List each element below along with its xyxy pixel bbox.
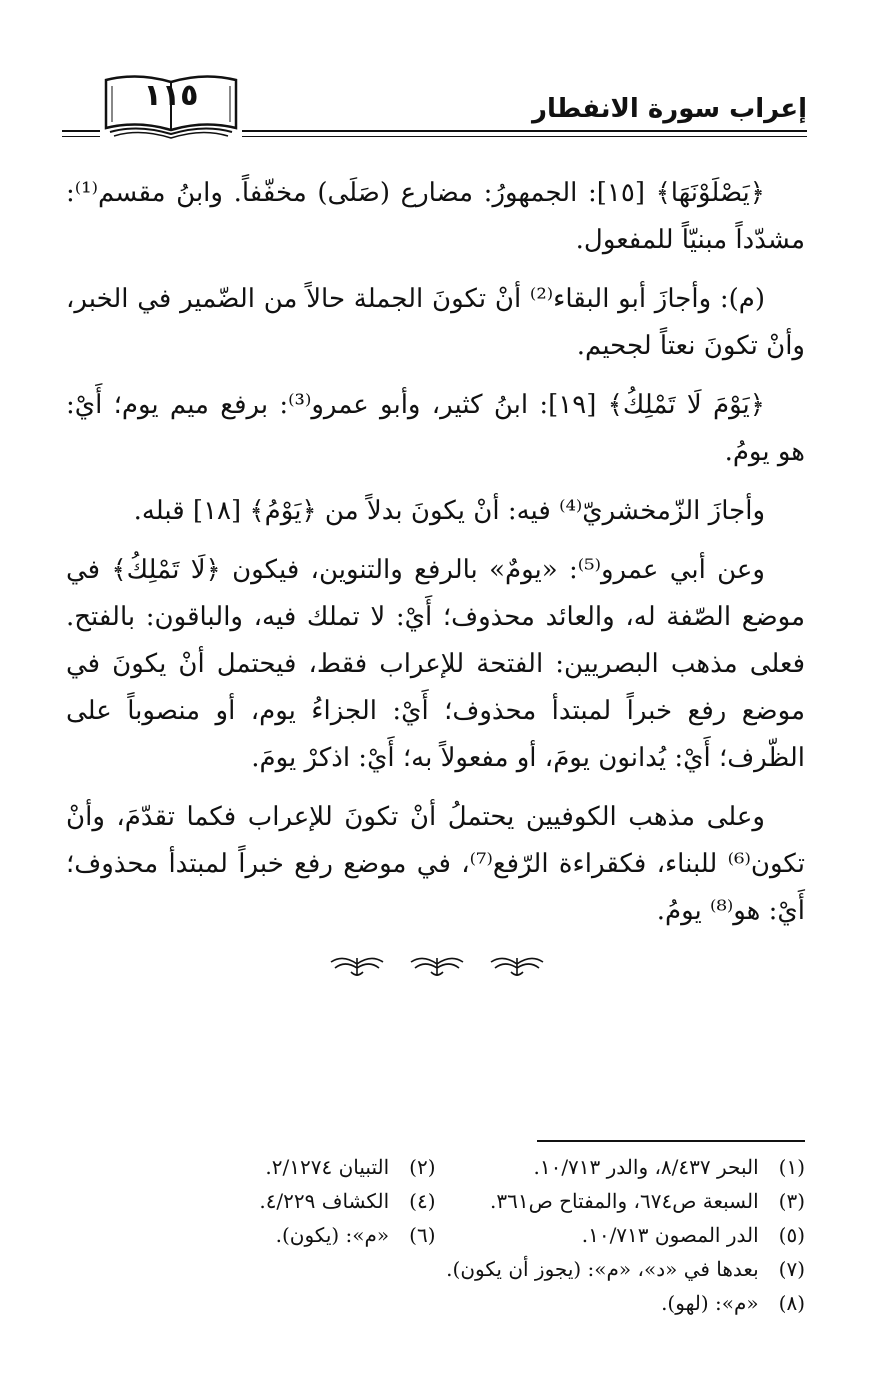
page-number: ١١٥ — [143, 78, 199, 113]
footnote-number: (٦) — [409, 1223, 436, 1247]
footnote — [436, 1184, 806, 1218]
paragraph-4: وأجازَ الزّمخشريّ⁽⁴⁾ فيه: أنْ يكونَ بدلاً من ﴿يَوْمُ﴾ [١٨] قبله. — [133, 496, 765, 526]
footnote — [66, 1150, 436, 1184]
footnote-text: البحر ٨/٤٣٧، والدر ١٠/٧١٣. — [533, 1155, 759, 1179]
footnote-number: (٢) — [409, 1155, 436, 1179]
paragraph-2: (م): وأجازَ أبو البقاء⁽²⁾ أنْ تكونَ الجملة حالاً من الضّمير في الخبر، وأنْ تكونَ نعتاً لجحيم. — [66, 284, 805, 361]
paragraph-6: وعلى مذهب الكوفيين يحتملُ أنْ تكونَ للإعراب فكما تقدّمَ، وأنْ تكون⁽⁶⁾ للبناء، فكقراءة الرّفع⁽⁷⁾، في موضع رفع خبراً لمبتدأ محذوف؛ أَيْ: هو⁽⁸⁾ يومُ. — [66, 802, 805, 926]
footnote-row — [66, 1184, 805, 1218]
footnote — [436, 1252, 806, 1286]
footnote-number: (١) — [778, 1155, 805, 1179]
ornament-icon — [489, 950, 545, 980]
open-book-icon — [100, 70, 242, 140]
footnote-row — [66, 1252, 805, 1286]
footnote-number: (٥) — [778, 1223, 805, 1247]
footnote-text: التبيان ٢/١٢٧٤. — [265, 1155, 390, 1179]
paragraph-3: ﴿يَوْمَ لَا تَمْلِكُ﴾ [١٩]: ابنُ كثير، وأبو عمرو⁽³⁾: برفع ميم يوم؛ أَيْ: هو يومُ. — [66, 390, 805, 467]
footnote — [436, 1150, 806, 1184]
footnote-number: (٧) — [778, 1257, 805, 1281]
footnote-row — [66, 1150, 805, 1184]
footnote — [66, 1184, 436, 1218]
footnote-number: (٤) — [409, 1189, 436, 1213]
section-end-ornament — [0, 950, 873, 990]
ornament-icon — [329, 950, 385, 980]
page-header — [62, 70, 807, 140]
footnote-text: الكشاف ٤/٢٢٩. — [259, 1189, 390, 1213]
paragraph-1: ﴿يَصْلَوْنَهَا﴾ [١٥]: الجمهورُ: مضارع (صَلَى) مخفّفاً. وابنُ مقسم⁽¹⁾: مشدّداً مبنيّاً للمفعول. — [66, 178, 805, 255]
footnote-rule — [537, 1140, 805, 1142]
footnote — [436, 1218, 806, 1252]
footnote-text: «م»: (يكون). — [275, 1223, 390, 1247]
main-text — [66, 170, 805, 947]
footnote-text: السبعة ص٦٧٤، والمفتاح ص٣٦١. — [489, 1189, 759, 1213]
ornament-icon — [409, 950, 465, 980]
footnotes — [66, 1150, 805, 1320]
footnote-row — [66, 1218, 805, 1252]
footnote-number: (٨) — [778, 1291, 805, 1315]
footnote-number: (٣) — [778, 1189, 805, 1213]
footnote — [66, 1218, 436, 1252]
footnote-text: بعدها في «د»، «م»: (يجوز أن يكون). — [446, 1257, 759, 1281]
footnote-text: الدر المصون ١٠/٧١٣. — [581, 1223, 759, 1247]
footnote-row — [66, 1286, 805, 1320]
footnote — [436, 1286, 806, 1320]
running-title: إعراب سورة الانفطار — [532, 94, 807, 124]
footnote-text: «م»: (لهو). — [661, 1291, 759, 1315]
paragraph-5: وعن أبي عمرو⁽⁵⁾: «يومٌ» بالرفع والتنوين، فيكون ﴿لَا تَمْلِكُ﴾ في موضع الصّفة له، والعائد محذوف؛ أَيْ: لا تملك فيه، والباقون: بالفتح. فعلى مذهب البصريين: الفتحة للإعراب فقط، فيحتمل أنْ يكونَ في موضع رفع خبراً لمبتدأ محذوف؛ أَيْ: الجزاءُ يوم، أو منصوباً على الظّرف؛ أَيْ: يُدانون يومَ، أو مفعولاً به؛ أَيْ: اذكرْ يومَ. — [66, 555, 805, 773]
